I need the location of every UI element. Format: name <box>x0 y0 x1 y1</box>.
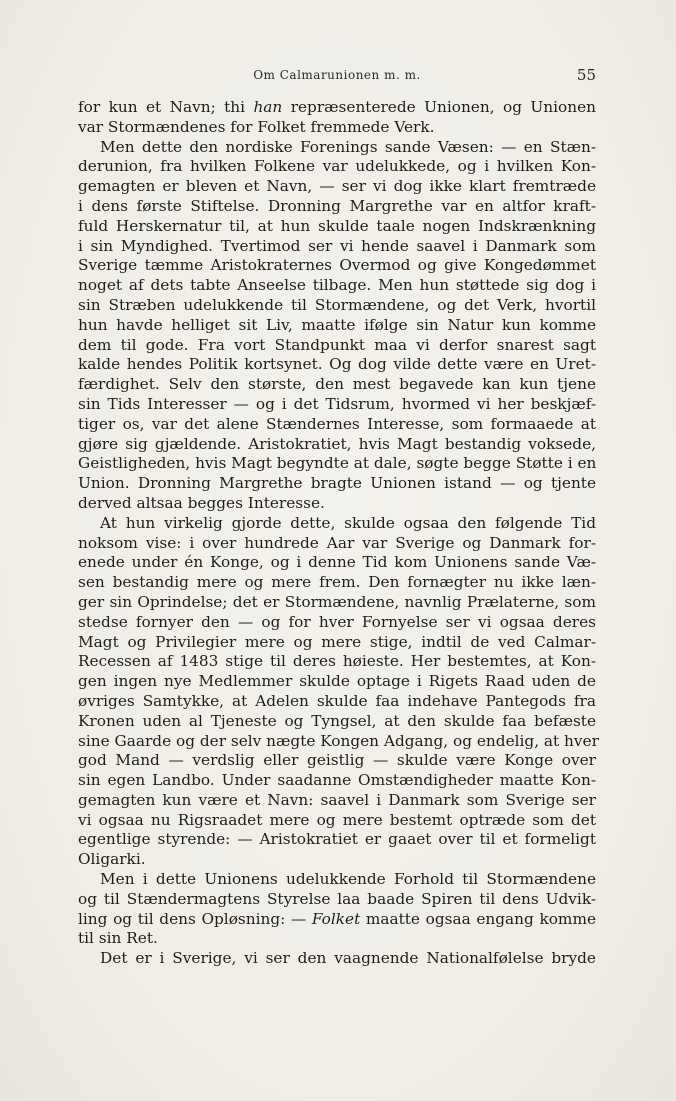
text-line: og til Stændermagtens Styrelse laa baade Spiren til dens Udvik- <box>78 889 596 908</box>
text-line: egentlige styrende: — Aristokratiet er gaaet over til et formeligt <box>78 830 596 849</box>
text-line: sin Stræben udelukkende til Stormændene, og det Verk, hvortil <box>78 295 596 314</box>
text-line: Men i dette Unionens udelukkende Forhold til Stormændene <box>100 870 596 889</box>
text-line: Sverige tæmme Aristokraternes Overmod og give Kongedømmet <box>78 256 596 275</box>
text-line: i dens første Stiftelse. Dronning Margrethe var en altfor kraft- <box>78 196 596 215</box>
text-line: At hun virkelig gjorde dette, skulde ogsaa den følgende Tid <box>100 513 596 532</box>
text-line: ger sin Oprindelse; det er Stormændene, navnlig Prælaterne, som <box>78 592 596 611</box>
text-line: til sin Ret. <box>78 929 158 948</box>
text-line: Recessen af 1483 stige til deres høieste. Her bestemtes, at Kon- <box>78 652 596 671</box>
text-line: derunion, fra hvilken Folkene var udelukkede, og i hvilken Kon- <box>78 157 596 176</box>
text-line: dem til gode. Fra vort Standpunkt maa vi derfor snarest sagt <box>78 335 596 354</box>
running-title: Om Calmarunionen m. m. <box>253 68 421 82</box>
text-line: fuld Herskernatur til, at hun skulde taale nogen Indskrænkning <box>78 216 596 235</box>
text-line: stedse fornyer den — og for hver Fornyelse ser vi ogsaa deres <box>78 612 596 631</box>
text-line: noget af dets tabte Anseelse tilbage. Men hun støttede sig dog i <box>78 276 596 295</box>
text-line: sin egen Landbo. Under saadanne Omstændigheder maatte Kon- <box>78 771 596 790</box>
text-line: Men dette den nordiske Forenings sande Væsen: — en Stæn- <box>100 137 596 156</box>
text-line: enede under én Konge, og i denne Tid kom Unionens sande Væ- <box>78 553 596 572</box>
text-line: sen bestandig mere og mere frem. Den fornægter nu ikke læn- <box>78 573 596 592</box>
text-line: ling og til dens Opløsning: — Folket maatte ogsaa engang komme <box>78 909 596 928</box>
text-line: gen ingen nye Medlemmer skulde optage i Rigets Raad uden de <box>78 672 596 691</box>
text-line: Det er i Sverige, vi ser den vaagnende Nationalfølelse bryde <box>100 949 596 968</box>
text-line: tiger os, var det alene Stændernes Interesse, som formaaede at <box>78 414 596 433</box>
text-line: Oligarki. <box>78 850 146 869</box>
text-line: hun havde helliget sit Liv, maatte ifølge sin Natur kun komme <box>78 315 596 334</box>
text-line: færdighet. Selv den største, den mest begavede kan kun tjene <box>78 375 596 394</box>
text-line: var Stormændenes for Folket fremmede Verk. <box>78 117 435 136</box>
text-line: for kun et Navn; thi han repræsenterede Unionen, og Unionen <box>78 98 596 116</box>
page-header <box>78 68 596 88</box>
text-line: Geistligheden, hvis Magt begyndte at dale, søgte begge Støtte i en <box>78 454 597 473</box>
text-line: derved altsaa begges Interesse. <box>78 493 325 512</box>
text-line: i sin Myndighed. Tvertimod ser vi hende saavel i Danmark som <box>78 236 596 255</box>
page-number: 55 <box>576 66 596 84</box>
text-line: kalde hendes Politik kortsynet. Og dog vilde dette være en Uret- <box>78 355 596 374</box>
text-line: Kronen uden al Tjeneste og Tyngsel, at den skulde faa befæste <box>78 711 596 730</box>
text-line: Magt og Privilegier mere og mere stige, indtil de ved Calmar- <box>78 632 596 651</box>
text-line: gjøre sig gjældende. Aristokratiet, hvis Magt bestandig voksede, <box>78 434 596 453</box>
text-line: øvriges Samtykke, at Adelen skulde faa indehave Pantegods fra <box>78 691 596 710</box>
text-line: sin Tids Interesser — og i det Tidsrum, hvormed vi her beskjæf- <box>78 394 596 413</box>
text-line: gemagten kun være et Navn: saavel i Danmark som Sverige ser <box>78 790 596 809</box>
text-line: sine Gaarde og der selv nægte Kongen Adgang, og endelig, at hver <box>78 731 599 750</box>
text-line: Union. Dronning Margrethe bragte Unionen istand — og tjente <box>78 474 596 493</box>
body-text <box>78 98 599 969</box>
text-line: noksom vise: i over hundrede Aar var Sverige og Danmark for- <box>78 533 596 552</box>
text-line: god Mand — verdslig eller geistlig — skulde være Konge over <box>78 751 596 770</box>
text-line: vi ogsaa nu Rigsraadet mere og mere bestemt optræde som det <box>78 810 596 829</box>
text-line: gemagten er bleven et Navn, — ser vi dog ikke klart fremtræde <box>78 177 596 196</box>
